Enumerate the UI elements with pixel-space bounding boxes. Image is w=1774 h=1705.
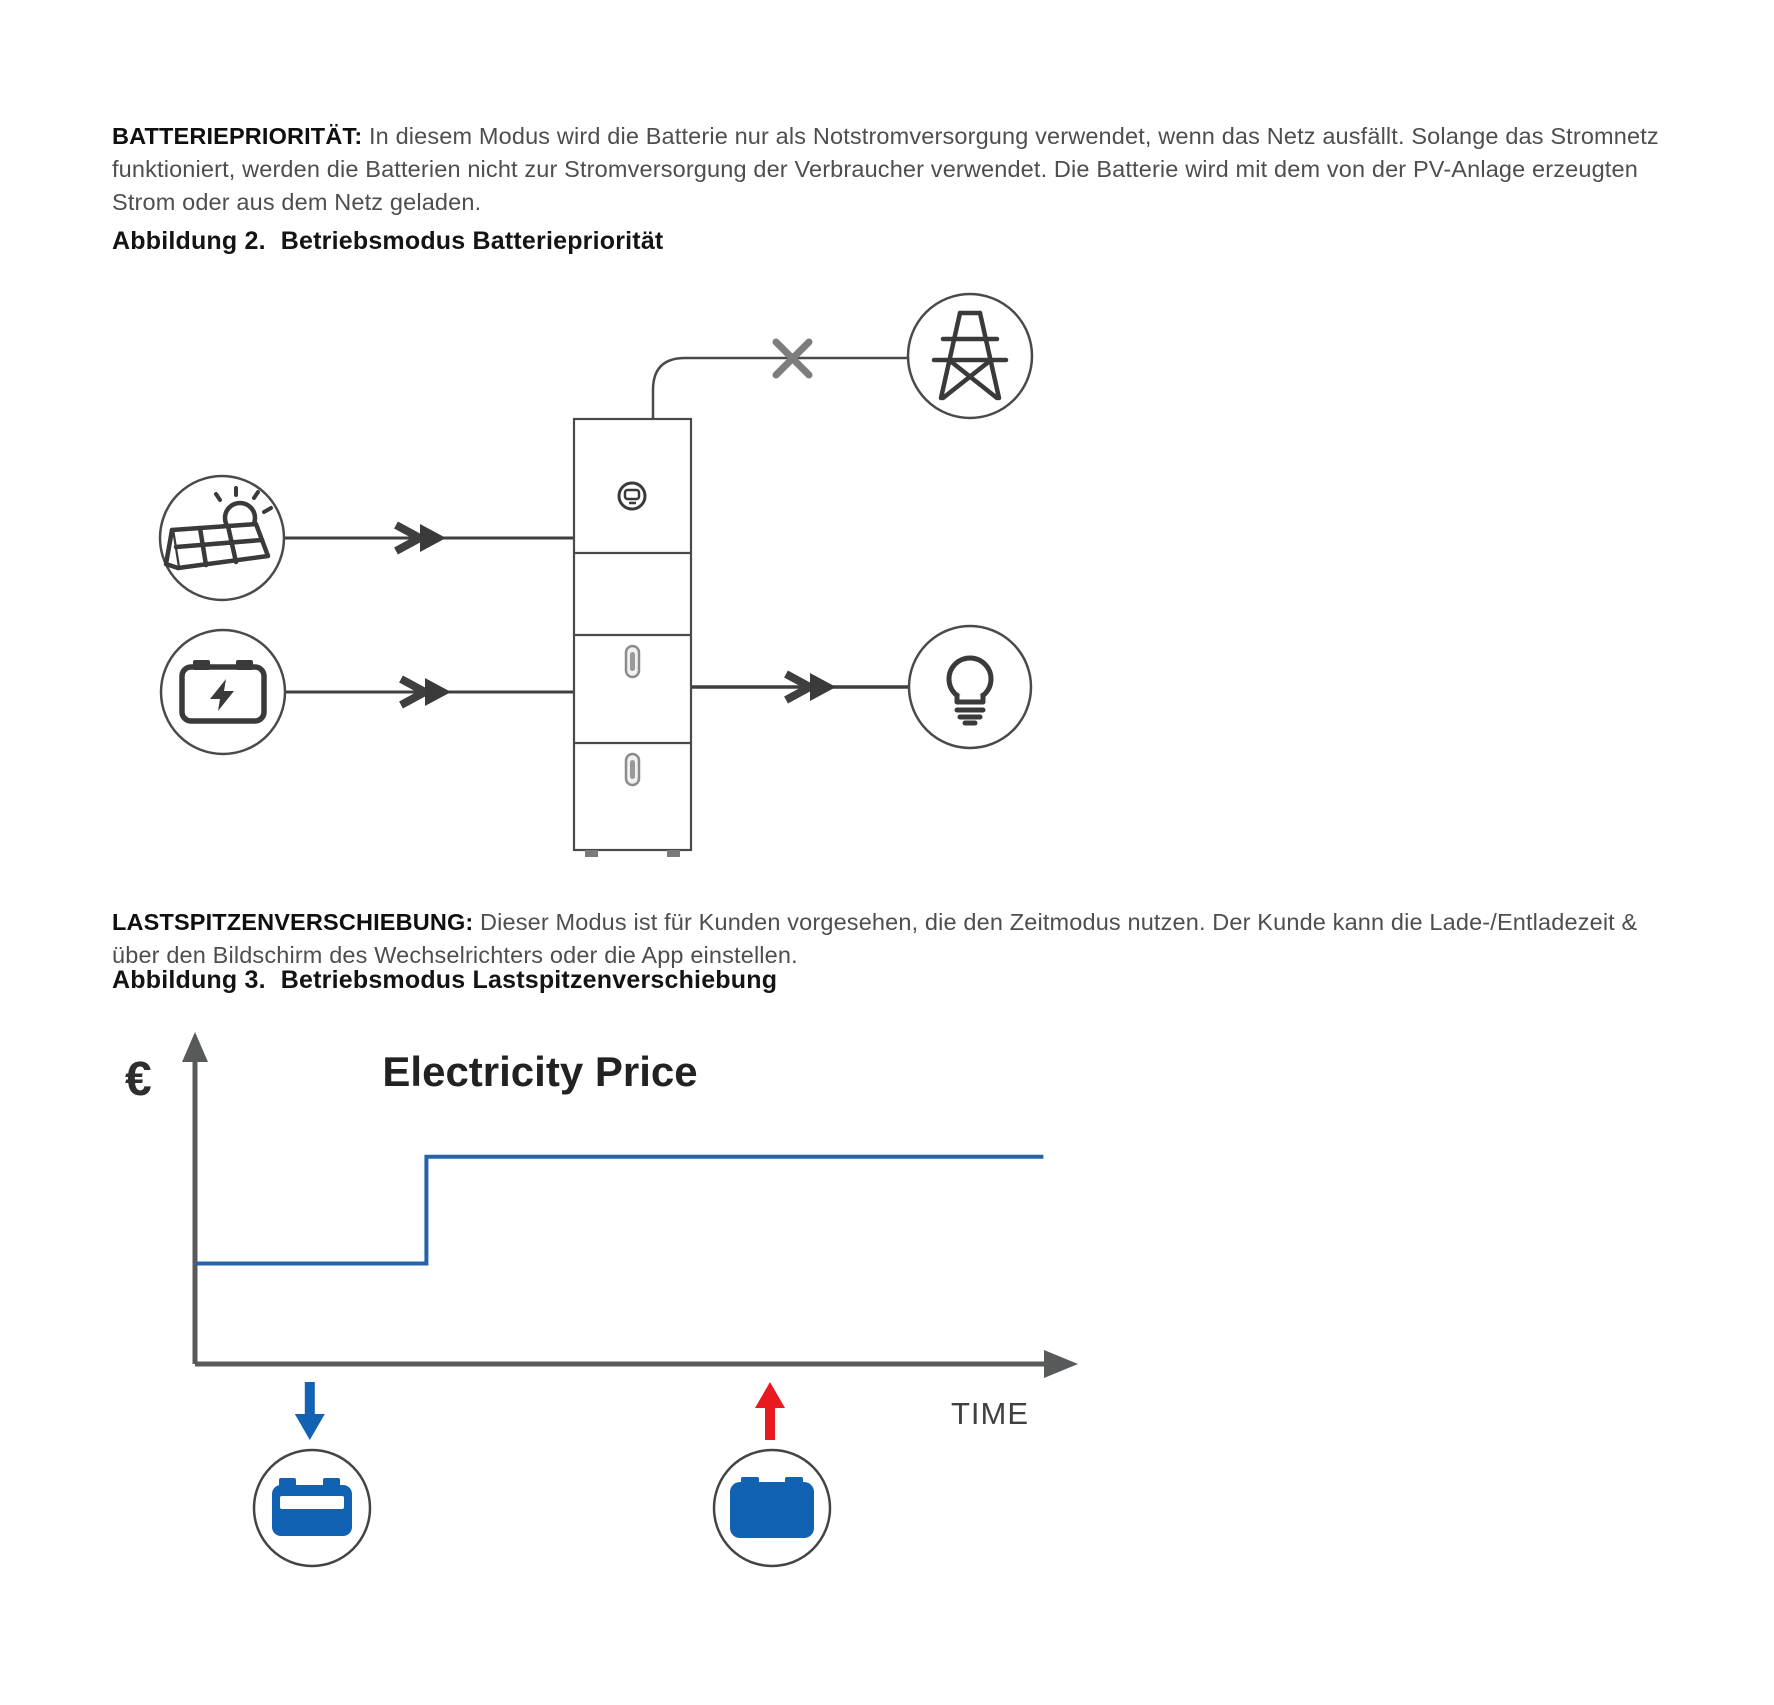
inverter-battery-stack: [574, 419, 691, 857]
battery-full-icon: [730, 1477, 814, 1538]
battery-node: [161, 630, 285, 754]
unit-foot-right: [667, 850, 680, 857]
grid-node: [908, 294, 1032, 418]
figure2-label: Abbildung 2.: [112, 227, 266, 255]
peak-shift-text: Dieser Modus ist für Kunden vorgesehen, die den Zeitmodus nutzen. Der Kunde kann die Lade-/Entladezeit & über den Bildschirm des Wechselrichters oder die App einstellen.: [112, 908, 1638, 968]
x-axis-arrowhead: [1044, 1350, 1078, 1378]
peak-shift-label: LASTSPITZENVERSCHIEBUNG:: [112, 908, 474, 935]
unit-foot-left: [585, 850, 598, 857]
battery-handle-1: [626, 646, 639, 677]
battery-icon: [182, 660, 264, 721]
load-node: [909, 626, 1031, 748]
figure2-caption: [112, 227, 663, 256]
discharge-arrow-up-icon: [755, 1382, 785, 1440]
y-axis-arrowhead: [182, 1032, 208, 1062]
battery-priority-label: BATTERIEPRIORITÄT:: [112, 122, 363, 149]
lightning-bolt-icon: [210, 679, 234, 711]
battery-partial-icon: [272, 1478, 352, 1536]
figure2-diagram: [0, 260, 1774, 882]
battery-partial-marker: [254, 1450, 370, 1566]
chart-title: Electricity Price: [382, 1048, 698, 1095]
figure3-caption: [112, 966, 777, 995]
battery-handle-2: [626, 754, 639, 785]
load-connection-line: [691, 673, 909, 701]
x-axis-label: TIME: [950, 1396, 1030, 1431]
x-axis: [195, 1350, 1078, 1378]
solar-node: [160, 476, 284, 600]
peak-shift-paragraph: [112, 906, 1684, 972]
battery-priority-paragraph: [112, 120, 1684, 219]
figure3-label: Abbildung 3.: [112, 966, 266, 994]
figure3-chart: [0, 1020, 1774, 1680]
solar-connection-line: [284, 524, 574, 552]
battery-priority-text: In diesem Modus wird die Batterie nur als Notstromversorgung verwendet, wenn das Netz ausfällt. Solange das Stromnetz funktioniert, werden die Batterien nicht zur Stromversorgung der Verbraucher verwendet. Die Batterie wird mit dem von der PV-Anlage erzeugten Strom oder aus dem Netz geladen.: [112, 122, 1659, 215]
y-axis-label: €: [125, 1053, 152, 1106]
battery-connection-line: [285, 678, 574, 706]
solar-panel-icon: [166, 488, 271, 568]
figure2-title: Betriebsmodus Batteriepriorität: [280, 227, 664, 255]
grid-connection-line: [653, 342, 908, 419]
y-axis: [182, 1032, 208, 1364]
battery-full-marker: [714, 1450, 830, 1566]
light-bulb-icon: [949, 658, 991, 723]
electricity-price-step-line: [195, 1157, 1043, 1264]
grid-tower-icon: [934, 313, 1006, 398]
charge-arrow-down-icon: [295, 1382, 325, 1440]
figure3-title: Betriebsmodus Lastspitzenverschiebung: [280, 966, 778, 994]
